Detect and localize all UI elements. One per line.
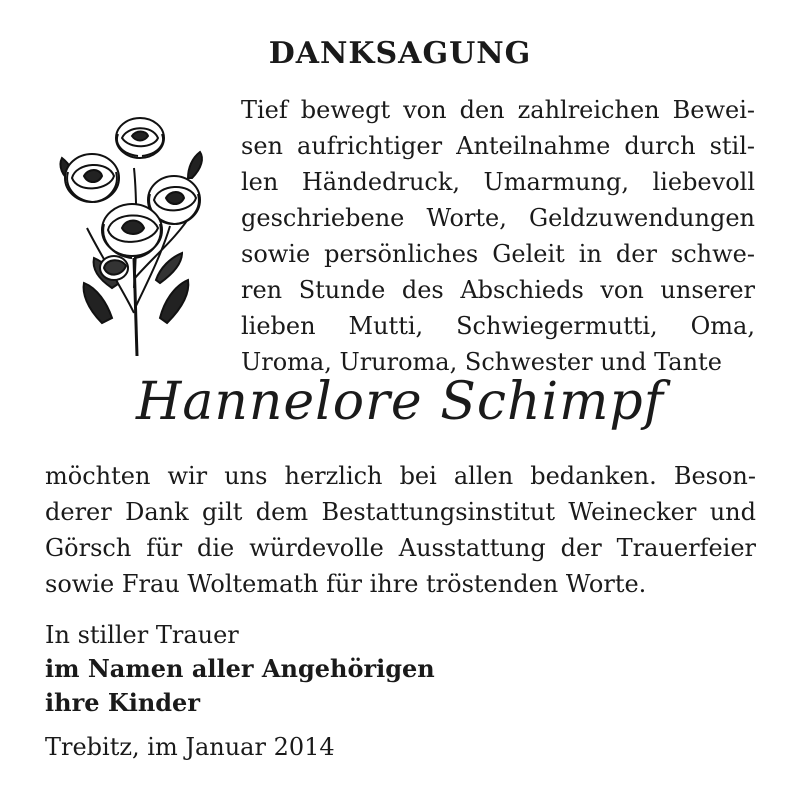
intro-line: lieben Mutti, Schwiegermutti, Oma,	[241, 312, 755, 340]
signature-block	[45, 618, 435, 720]
notice-title: DANKSAGUNG	[268, 36, 532, 71]
thanks-line: Görsch für die würdevolle Ausstattung der Trauerfeier	[45, 534, 756, 562]
place-date: Trebitz, im Januar 2014	[45, 733, 335, 761]
intro-line: Uroma, Ururoma, Schwester und Tante	[241, 348, 722, 376]
rose-bouquet-icon	[42, 108, 212, 358]
thanks-line: derer Dank gilt dem Bestattungsinstitut Weinecker und	[45, 498, 756, 526]
intro-line: geschriebene Worte, Geldzuwendungen	[241, 204, 755, 232]
thanks-text	[45, 458, 756, 602]
signature-line-3: ihre Kinder	[45, 688, 200, 717]
intro-line: Tief bewegt von den zahlreichen Bewei-	[241, 96, 755, 124]
intro-line: len Händedruck, Umarmung, liebevoll	[241, 168, 755, 196]
intro-line: ren Stunde des Abschieds von unserer	[241, 276, 755, 304]
intro-line: sen aufrichtiger Anteilnahme durch stil-	[241, 132, 755, 160]
signature-line-1: In stiller Trauer	[45, 621, 239, 649]
intro-text	[241, 92, 755, 380]
signature-line-2: im Namen aller Angehörigen	[45, 654, 435, 683]
thanks-line: möchten wir uns herzlich bei allen bedanken. Beson-	[45, 462, 756, 490]
deceased-name: Hannelore Schimpf	[136, 372, 664, 432]
intro-line: sowie persönliches Geleit in der schwe-	[241, 240, 755, 268]
thanks-line: sowie Frau Woltemath für ihre tröstenden Worte.	[45, 570, 647, 598]
